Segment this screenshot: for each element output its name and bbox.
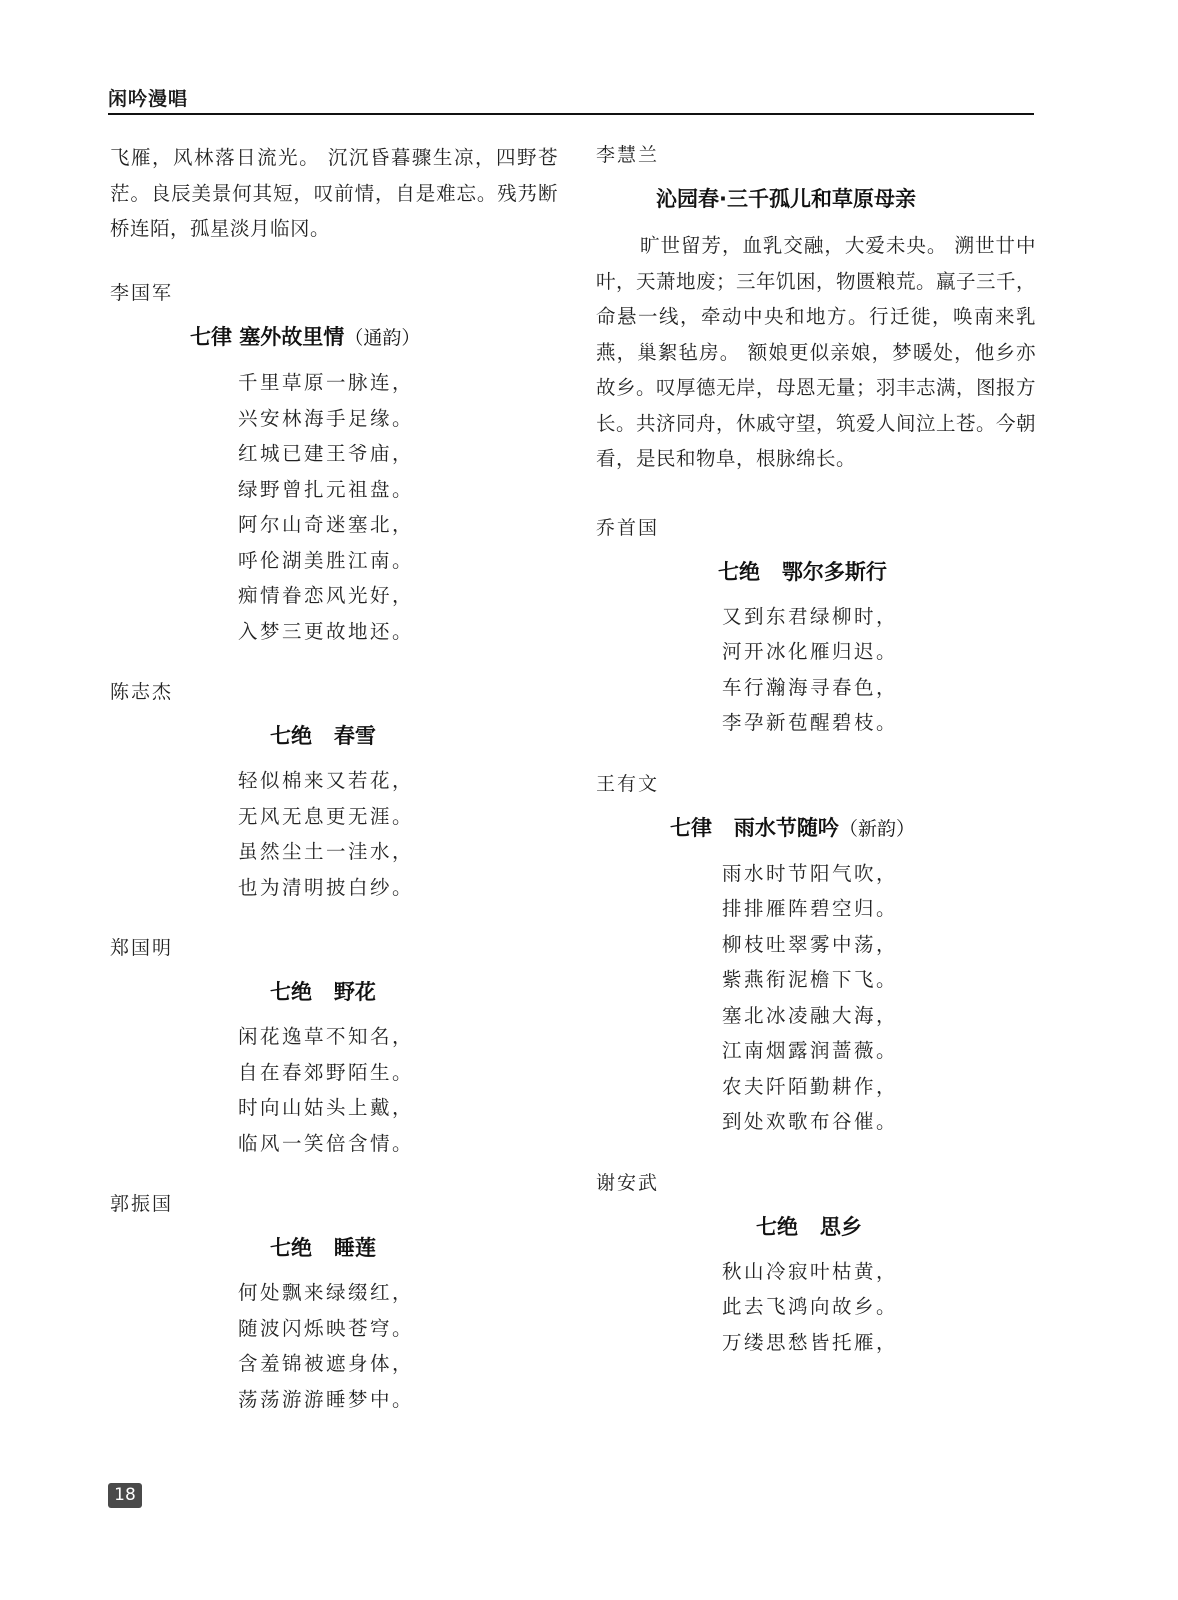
poem-line: 时向山姑头上戴， [238, 1096, 415, 1119]
poem-line: 含羞锦被遮身体， [238, 1352, 415, 1375]
poem-line: 红城已建王爷庙， [238, 442, 415, 465]
poem-line: 临风一笑倍含情。 [238, 1131, 415, 1155]
poem-line: 兴安林海手足缘。 [238, 406, 415, 430]
author-name: 李慧兰 [596, 144, 660, 166]
poem-line: 此去飞鸿向故乡。 [722, 1295, 899, 1318]
poem-line: 自在春郊野陌生。 [238, 1060, 415, 1084]
poem-line: 雨水时节阳气吹， [722, 861, 899, 885]
poem-title: 沁园春·三千孤儿和草原母亲 [656, 187, 916, 211]
poem [110, 278, 558, 649]
ci-text: 旷世留芳，血乳交融，大爱未央。 溯世廿中叶，天萧地废；三年饥困，物匮粮荒。羸子三千，命悬一线，牵动中央和地方。行迁徙，唤南来乳燕，巢絮毡房。 额娘更似亲娘，梦暖处，他乡亦故乡。叹厚德无岸，母恩无量；羽丰志满，图报方长。共济同舟，休戚守望，筑爱人间泣上苍。今朝看，是民和物阜，根脉绵长。 [596, 234, 1037, 470]
poem-line: 万缕思愁皆托雁， [722, 1330, 899, 1354]
poem [596, 769, 1036, 1140]
left-column [110, 140, 558, 1417]
poem-lines [596, 856, 1036, 1140]
poem [110, 1189, 558, 1417]
title-subtitle: （通韵） [344, 327, 421, 349]
poem-lines [110, 1019, 558, 1161]
title-subtitle: （新韵） [838, 817, 915, 840]
poem-line: 无风无息更无涯。 [238, 804, 415, 828]
poem [110, 933, 558, 1161]
poem-line: 排排雁阵碧空归。 [722, 897, 899, 920]
poem [596, 1168, 1036, 1361]
poem-lines [596, 1254, 1036, 1361]
title-text: 七律 雨水节随吟 [670, 815, 839, 840]
poem-line: 荡荡游游睡梦中。 [238, 1387, 415, 1411]
poem-line: 千里草原一脉连， [238, 371, 415, 394]
poem-line: 痴情眷恋风光好， [238, 584, 415, 607]
author-name: 李国军 [110, 282, 174, 304]
poem-line: 到处欢歌布谷催。 [722, 1110, 899, 1133]
poem-line: 入梦三更故地还。 [238, 619, 415, 643]
poem-line: 呼伦湖美胜江南。 [238, 548, 415, 572]
poem-line: 塞北冰凌融大海， [722, 1003, 899, 1027]
poem-title [110, 320, 558, 355]
poem-title: 七绝 思乡 [756, 1214, 862, 1239]
running-header: 闲吟漫唱 [108, 88, 189, 110]
poem-line: 秋山冷寂叶枯黄， [722, 1259, 899, 1283]
poem-line: 江南烟露润蔷薇。 [722, 1039, 899, 1062]
poem-line: 河开冰化雁归迟。 [722, 640, 899, 663]
author-name: 乔首国 [596, 516, 660, 539]
header-rule [108, 113, 1034, 115]
poem-line: 李孕新苞醒碧枝。 [722, 711, 899, 734]
poem-line: 随波闪烁映苍穹。 [238, 1316, 415, 1340]
poem-line: 阿尔山奇迷塞北， [238, 513, 415, 536]
poem-line: 车行瀚海寻春色， [722, 675, 899, 699]
poem-lines [596, 599, 1036, 741]
poem-line: 又到东君绿柳时， [722, 604, 899, 628]
poem-title: 七绝 鄂尔多斯行 [718, 559, 887, 584]
poem-line: 紫燕衔泥檐下飞。 [722, 968, 899, 991]
poem-title: 七绝 野花 [270, 980, 376, 1004]
poem-lines [110, 763, 558, 905]
poem-line: 虽然尘土一洼水， [238, 840, 415, 863]
author-name: 王有文 [596, 772, 660, 795]
poem-lines [110, 1275, 558, 1417]
poem-line: 柳枝吐翠雾中荡， [722, 932, 899, 956]
poem-line: 也为清明披白纱。 [238, 875, 415, 899]
author-name: 郑国明 [110, 937, 174, 959]
poem-lines [110, 365, 558, 649]
poem-line: 农夫阡陌勤耕作， [722, 1074, 899, 1098]
poem-title [596, 811, 1036, 846]
author-name: 郭振国 [110, 1193, 174, 1215]
poem-title: 七绝 春雪 [270, 724, 376, 748]
poem-title: 七绝 睡莲 [270, 1236, 376, 1260]
author-name: 谢安武 [596, 1171, 660, 1194]
title-text: 七律 塞外故里情 [190, 325, 345, 349]
poem-line: 轻似棉来又若花， [238, 769, 415, 792]
poem [110, 677, 558, 905]
ci-poem [596, 140, 1036, 477]
poem-line: 闲花逸草不知名， [238, 1025, 415, 1048]
poem-line: 绿野曾扎元祖盘。 [238, 477, 415, 501]
page-number: 18 [108, 1483, 142, 1508]
intro-text: 飞雁，风林落日流光。 沉沉昏暮骤生凉，四野苍茫。良辰美景何其短，叹前情，自是难忘。残艿断桥连陌，孤星淡月临冈。 [110, 146, 558, 240]
author-name: 陈志杰 [110, 681, 174, 703]
right-column [596, 140, 1036, 1360]
poem [596, 513, 1036, 741]
poem-line: 何处飘来绿缀红， [238, 1281, 415, 1304]
